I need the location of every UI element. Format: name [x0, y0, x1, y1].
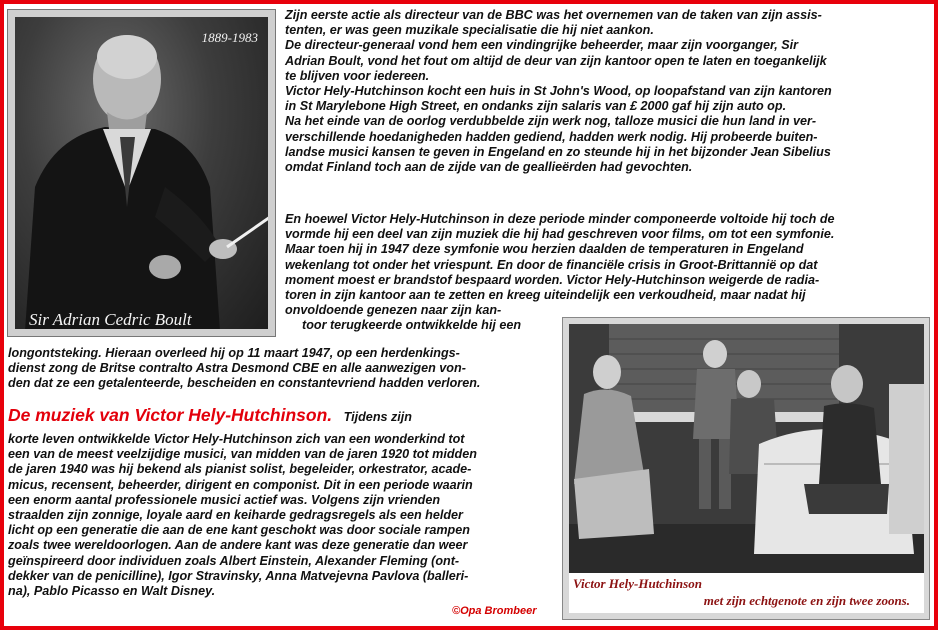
- paragraph-1: [285, 8, 832, 175]
- section-heading-line: [8, 404, 412, 426]
- text-line: den dat ze een getalenteerde, bescheiden en constantevriend hadden verloren.: [8, 376, 481, 391]
- text-line: na), Pablo Picasso en Walt Disney.: [8, 583, 216, 598]
- text-line: geïnspireerd door individuen zoals Albert Einstein, Alexander Fleming (ont-: [8, 553, 460, 568]
- text-line: Maar toen hij in 1947 deze symfonie wou herzien daalden de temperaturen in Engeland: [285, 242, 804, 257]
- text-line: longontsteking. Hieraan overleed hij op 11 maart 1947, op een herdenkings-: [8, 346, 460, 360]
- text-line: omdat Finland toch aan de zijde van de geallieërden had gevochten.: [285, 159, 693, 174]
- family-caption-description: met zijn echtgenote en zijn twee zoons.: [703, 593, 910, 608]
- text-line: micus, recensent, beheerder, dirigent en componist. Dit in een periode waarin: [8, 477, 473, 492]
- text-line: Adrian Boult, vond het fout om altijd de deur van zijn kantoor open te laten en toegankelijk: [285, 53, 827, 68]
- text-line: verschillende hoedanigheden hadden gediend, hadden werk nodig. Hij probeerde buiten-: [285, 129, 818, 144]
- family-image: [569, 324, 924, 573]
- portrait-photo: [7, 9, 276, 337]
- text-line: onvoldoende genezen naar zijn kan-: [285, 303, 502, 318]
- family-caption-name: Victor Hely-Hutchinson: [573, 576, 702, 591]
- text-line: Zijn eerste actie als directeur van de BBC was het overnemen van de taken van zijn assis-: [285, 8, 822, 22]
- text-line: zoals twee wereldoorlogen. Aan de andere kant was deze generatie dan weer: [8, 538, 468, 553]
- section-body: [8, 432, 477, 599]
- text-line: wekenlang tot onder het vriespunt. En door de financiële crisis in Groot-Brittannië op dat: [285, 257, 818, 272]
- text-line: een enorm aantal professionele musici actief was. Volgens zijn vrienden: [8, 492, 441, 507]
- text-line: landse musici kansen te geven in Engeland en zo steunde hij in het bijzonder Jean Sibelius: [285, 144, 831, 159]
- family-photo: [562, 317, 930, 620]
- family-caption: [569, 573, 924, 613]
- text-line: dienst zong de Britse contralto Astra Desmond CBE en alle aanwezigen von-: [8, 361, 466, 376]
- text-line: toor terugkeerde ontwikkelde hij een: [302, 318, 522, 333]
- text-line: toren in zijn kantoor aan te zetten en kreeg uiteindelijk een verkoudheid, maar nadat hij: [285, 287, 806, 302]
- text-line: vormde hij een deel van zijn muziek die hij had geschreven voor films, om tot een symfonie.: [285, 227, 835, 242]
- paragraph-2-continued: [8, 346, 480, 392]
- text-line: Na het einde van de oorlog verdubbelde zijn werk nog, talloze musici die hun land in ver-: [285, 114, 817, 129]
- portrait-years: 1889-1983: [201, 30, 258, 45]
- section-heading-tail: Tijdens zijn: [343, 410, 412, 424]
- text-line: te blijven voor iedereen.: [285, 68, 430, 83]
- text-line: korte leven ontwikkelde Victor Hely-Hutchinson zich van een wonderkind tot: [8, 432, 465, 446]
- text-line: straalden zijn zonnige, loyale aard en keiharde gedragsregels als een helder: [8, 507, 463, 522]
- text-line: En hoewel Victor Hely-Hutchinson in deze periode minder componeerde voltoide hij toch de: [285, 212, 835, 226]
- text-line: dekker van de penicilline), Igor Stravinsky, Anna Matvejevna Pavlova (balleri-: [8, 568, 469, 583]
- text-line: Victor Hely-Hutchinson kocht een huis in St John's Wood, op loopafstand van zijn kantoren: [285, 83, 832, 98]
- text-line: tenten, er was geen muzikale specialisatie die hij niet aankon.: [285, 23, 654, 38]
- text-line: in St Marylebone High Street, en ondanks zijn salaris van £ 2000 gaf hij zijn auto op.: [285, 99, 787, 114]
- text-line: moment moest er brandstof bespaard worden. Victor Hely-Hutchinson weigerde de radia-: [285, 272, 820, 287]
- text-line: een van de meest veelzijdige musici, van midden van de jaren 1920 tot midden: [8, 447, 477, 462]
- text-line: licht op een generatie die aan de ene kant geschokt was door sociale rampen: [8, 523, 470, 538]
- text-line: De directeur-generaal vond hem een vindingrijke beheerder, maar zijn voorganger, Sir: [285, 38, 799, 53]
- conductor-image: [15, 17, 268, 329]
- text-line: de jaren 1940 was hij bekend als pianist solist, begeleider, orkestrator, acade-: [8, 462, 472, 477]
- copyright-note: ©Opa Brombeer: [452, 605, 537, 617]
- portrait-caption: Sir Adrian Cedric Boult: [29, 310, 192, 329]
- section-heading: De muziek van Victor Hely-Hutchinson.: [8, 405, 333, 425]
- paragraph-2: [285, 212, 835, 334]
